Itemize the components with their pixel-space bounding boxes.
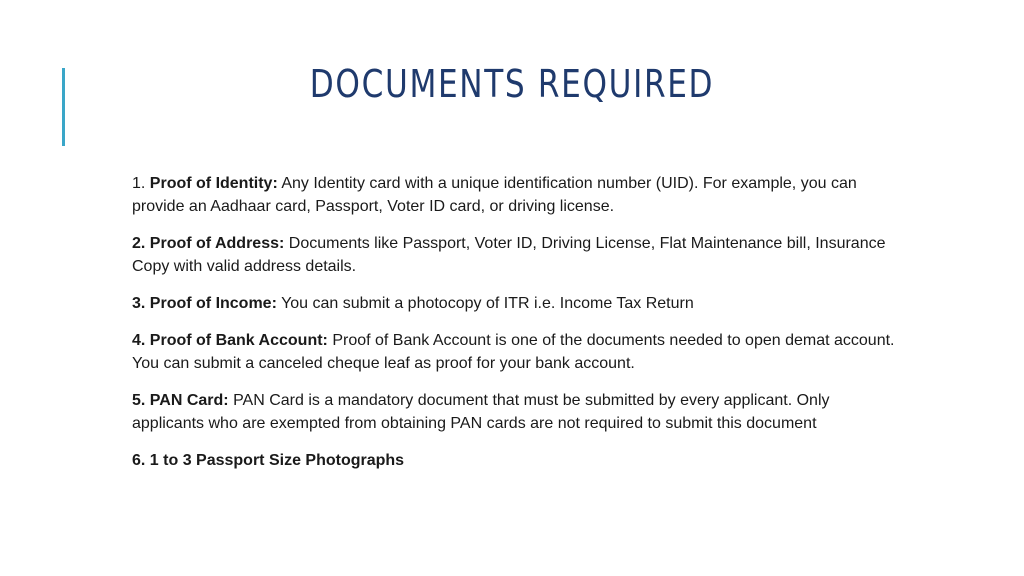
item-number: 2.	[132, 235, 150, 252]
item-label: PAN Card:	[149, 392, 229, 409]
item-text: Documents like Passport, Voter ID, Driving License, Flat Maintenance bill, Insurance Copy with valid address details.	[132, 235, 886, 275]
item-number: 6.	[132, 452, 150, 469]
list-item-bank-account	[132, 329, 902, 375]
item-number: 1.	[132, 175, 150, 192]
list-item-pan-card	[132, 389, 902, 435]
accent-bar	[62, 68, 65, 146]
documents-list	[132, 172, 902, 486]
list-item-photographs	[132, 449, 902, 472]
item-number: 3.	[132, 295, 150, 312]
item-label: Proof of Income:	[149, 295, 277, 312]
item-label: Proof of Bank Account:	[149, 332, 328, 349]
page-title: DOCUMENTS REQUIRED	[309, 62, 715, 106]
list-item-income	[132, 292, 902, 315]
item-text: PAN Card is a mandatory document that must be submitted by every applicant. Only applicants who are exempted from obtaining PAN cards are not required to submit this document	[132, 392, 830, 432]
item-number: 5.	[132, 392, 150, 409]
item-label: Proof of Address:	[149, 235, 285, 252]
list-item-address	[132, 232, 902, 278]
item-label: Proof of Identity:	[149, 175, 278, 192]
item-label: 1 to 3 Passport Size Photographs	[149, 452, 405, 469]
item-number: 4.	[132, 332, 150, 349]
list-item-identity	[132, 172, 902, 218]
item-text: Any Identity card with a unique identification number (UID). For example, you can provide an Aadhaar card, Passport, Voter ID card, or driving license.	[132, 175, 857, 215]
item-text: You can submit a photocopy of ITR i.e. Income Tax Return	[276, 295, 694, 312]
item-text: Proof of Bank Account is one of the documents needed to open demat account. You can submit a canceled cheque leaf as proof for your bank account.	[132, 332, 895, 372]
